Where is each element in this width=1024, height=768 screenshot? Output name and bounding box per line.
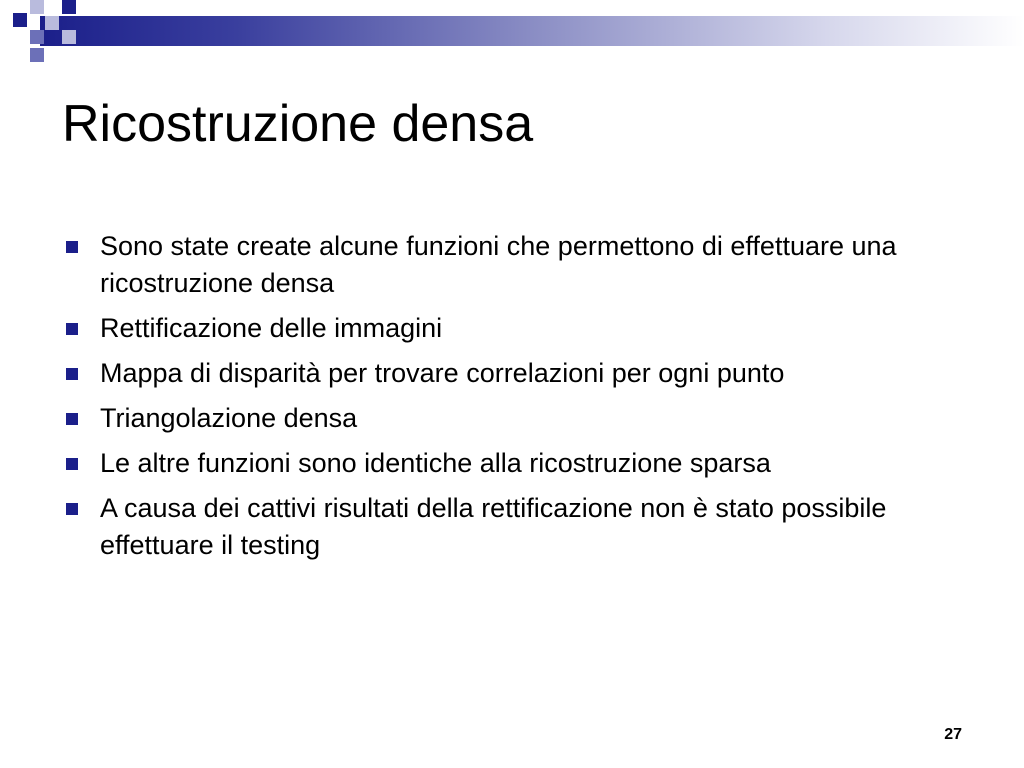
bullet-item [62, 490, 962, 564]
bullet-text: Triangolazione densa [100, 403, 358, 433]
decorative-square [30, 48, 44, 62]
bullet-item [62, 445, 962, 482]
bullet-item [62, 355, 962, 392]
decorative-square [30, 0, 44, 14]
square-bullet-icon [66, 413, 78, 425]
square-bullet-icon [66, 458, 78, 470]
bullet-text: Rettificazione delle immagini [100, 313, 443, 343]
decorative-square [45, 16, 59, 30]
bullet-text: Mappa di disparità per trovare correlazioni per ogni punto [100, 358, 785, 388]
bullet-text: Sono state create alcune funzioni che permettono di effettuare una ricostruzione densa [100, 231, 897, 298]
square-bullet-icon [66, 323, 78, 335]
slide-number: 27 [944, 726, 962, 743]
square-bullet-icon [66, 503, 78, 515]
square-bullet-icon [66, 241, 78, 253]
bullet-item [62, 400, 962, 437]
bullet-item [62, 228, 962, 302]
decorative-square [62, 30, 76, 44]
decorative-square [13, 13, 27, 27]
slide-title: Ricostruzione densa [62, 95, 534, 153]
bullet-text: A causa dei cattivi risultati della rettificazione non è stato possibile effettuare il testing [100, 493, 887, 560]
header-gradient-bar [40, 16, 1024, 46]
bullet-text: Le altre funzioni sono identiche alla ricostruzione sparsa [100, 448, 771, 478]
square-bullet-icon [66, 368, 78, 380]
bullet-item [62, 310, 962, 347]
decorative-square [30, 30, 44, 44]
bullet-list [62, 228, 962, 572]
decorative-square [62, 0, 76, 14]
